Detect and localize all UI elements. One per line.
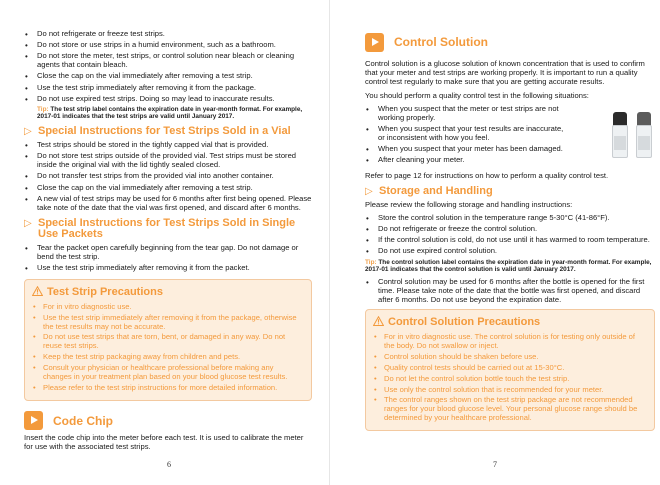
storage-title-text: Storage and Handling (379, 185, 493, 198)
list-item: • A new vial of test strips may be used for 6 months after first being opened. Please take note of the date that the vial was first opened, and discard after 6 months. (24, 195, 312, 213)
list-item: • Do not use test strips that are torn, bent, or damaged in any way. Do not reuse test strips. (32, 333, 304, 351)
list-item: • Keep the test strip packaging away from children and pets. (32, 353, 304, 362)
code-chip-heading (24, 411, 312, 430)
list-item: • Consult your physician or healthcare professional before making any changes in your treatment plan based on your blood glucose test results. (32, 364, 304, 382)
list-item: • If the control solution is cold, do not use until it has warmed to room temperature. (365, 236, 655, 245)
precautions-list (32, 303, 304, 394)
vial-section-title (24, 126, 312, 137)
precautions-title (373, 316, 647, 329)
list-item: • When you suspect that your meter has been damaged. (365, 145, 565, 154)
list-item: • Do not use expired control solution. (365, 247, 655, 256)
storage-list (365, 214, 655, 256)
control-precautions-list (373, 333, 647, 424)
list-item: • Do not store test strips outside of the provided vial. Test strips must be stored inside the original vial with the lid tightly sealed closed. (24, 152, 312, 170)
triangle-icon: ▷ (24, 126, 32, 138)
list-item: • Use the test strip immediately after removing it from the packet. (24, 264, 312, 273)
list-item: • Close the cap on the vial immediately after removing a test strip. (24, 184, 312, 193)
left-column (24, 30, 312, 452)
list-item: • Do not store the meter, test strips, or control solution near bleach or cleaning agents that contain bleach. (24, 52, 312, 70)
tip-label: Tip: (365, 258, 377, 266)
control-solution-heading (365, 33, 655, 52)
triangle-icon: ▷ (24, 217, 32, 229)
list-item: • Use only the control solution that is recommended for your meter. (373, 386, 647, 395)
control-tip (365, 259, 655, 274)
control-solution-title: Control Solution (394, 35, 488, 50)
control-bottle-grey (636, 112, 652, 158)
play-icon (24, 411, 43, 430)
single-packet-title-text: Special Instructions for Test Strips Sold in Single Use Packets (38, 216, 296, 240)
list-item: • Do not refrigerate or freeze test strips. (24, 30, 312, 39)
page-number: 6 (167, 459, 171, 469)
strip-storage-list (24, 30, 312, 104)
tip-text: The test strip label contains the expiration date in year-month format. For example, 2017-01 indicates that the test strips are valid until January 2017. (37, 105, 303, 121)
list-item: • For in vitro diagnostic use. The control solution is for testing only outside of the body. Do not swallow or inject. (373, 333, 647, 351)
warning-icon (373, 316, 384, 326)
control-solution-bottles (612, 112, 652, 158)
list-item: • The control ranges shown on the test strip package are not recommended ranges for your blood glucose level. Your personal glucose range should be determined by your healthcare professional. (373, 396, 647, 423)
storage-section-title (365, 186, 655, 197)
precautions-title-text: Control Solution Precautions (388, 315, 541, 328)
list-item: • Control solution should be shaken before use. (373, 353, 647, 362)
control-usage-list (365, 278, 655, 305)
tip-text: The control solution label contains the expiration date in year-month format. For example, 2017-01 indicates that the control solution is valid until January 2017. (365, 258, 652, 274)
tip-label: Tip: (37, 105, 49, 113)
list-item: • Do not store or use strips in a humid environment, such as a bathroom. (24, 41, 312, 50)
list-item: • Please refer to the test strip instructions for more detailed information. (32, 384, 304, 393)
list-item: • Tear the packet open carefully beginning from the tear gap. Do not damage or bend the test strip. (24, 244, 312, 262)
control-solution-intro: Control solution is a glucose solution of known concentration that is used to confirm that your meter and test strips are working properly. It is important to run a quality control test regularly to make sure that you are getting accurate results. (365, 59, 645, 86)
control-situations-list (365, 105, 565, 165)
list-item: • Test strips should be stored in the tightly capped vial that is provided. (24, 141, 312, 150)
right-column (365, 31, 655, 431)
list-item: • Quality control tests should be carried out at 15-30°C. (373, 364, 647, 373)
test-strip-precautions-box (24, 279, 312, 402)
list-item: • Use the test strip immediately after removing it from the package, otherwise the test results may not be accurate. (32, 314, 304, 332)
list-item: • When you suspect that the meter or test strips are not working properly. (365, 105, 565, 123)
warning-icon (32, 286, 43, 296)
storage-lead: Please review the following storage and handling instructions: (365, 200, 573, 210)
code-chip-text: Insert the code chip into the meter before each test. It is used to calibrate the meter for use with the associated test strips. (24, 433, 304, 452)
list-item: • Do not refrigerate or freeze the control solution. (365, 225, 655, 234)
list-item: • Do not use expired test strips. Doing so may lead to inaccurate results. (24, 95, 312, 104)
vial-section-title-text: Special Instructions for Test Strips Sold in a Vial (38, 125, 291, 138)
list-item: • Do not transfer test strips from the provided vial into another container. (24, 172, 312, 181)
control-refer-text: Refer to page 12 for instructions on how to perform a quality control test. (365, 171, 609, 181)
list-item: • Use the test strip immediately after removing it from the package. (24, 84, 312, 93)
single-packet-list (24, 244, 312, 273)
list-item: • For in vitro diagnostic use. (32, 303, 304, 312)
strip-tip (37, 106, 312, 121)
play-icon (365, 33, 384, 52)
precautions-title (32, 286, 304, 299)
control-bottle-dark (612, 112, 628, 158)
control-solution-precautions-box (365, 309, 655, 432)
list-item: • Do not let the control solution bottle touch the test strip. (373, 375, 647, 384)
control-solution-lead: You should perform a quality control test in the following situations: (365, 90, 589, 100)
precautions-title-text: Test Strip Precautions (47, 285, 163, 298)
page-right (330, 0, 660, 485)
list-item: • After cleaning your meter. (365, 156, 565, 165)
single-packet-section-title (24, 218, 312, 240)
list-item: • Close the cap on the vial immediately after removing a test strip. (24, 72, 312, 81)
list-item: • Store the control solution in the temperature range 5-30°C (41-86°F). (365, 214, 655, 223)
page-number: 7 (493, 459, 497, 469)
vial-list (24, 141, 312, 212)
list-item: • When you suspect that your test results are inaccurate, or inconsistent with how you feel. (365, 125, 565, 143)
code-chip-title: Code Chip (53, 413, 113, 428)
triangle-icon: ▷ (365, 186, 373, 198)
list-item: • Control solution may be used for 6 months after the bottle is opened for the first time. Please take note of the date that the bottle was first opened, and discard after 6 months. Do not use beyond the expiration date. (365, 278, 655, 305)
